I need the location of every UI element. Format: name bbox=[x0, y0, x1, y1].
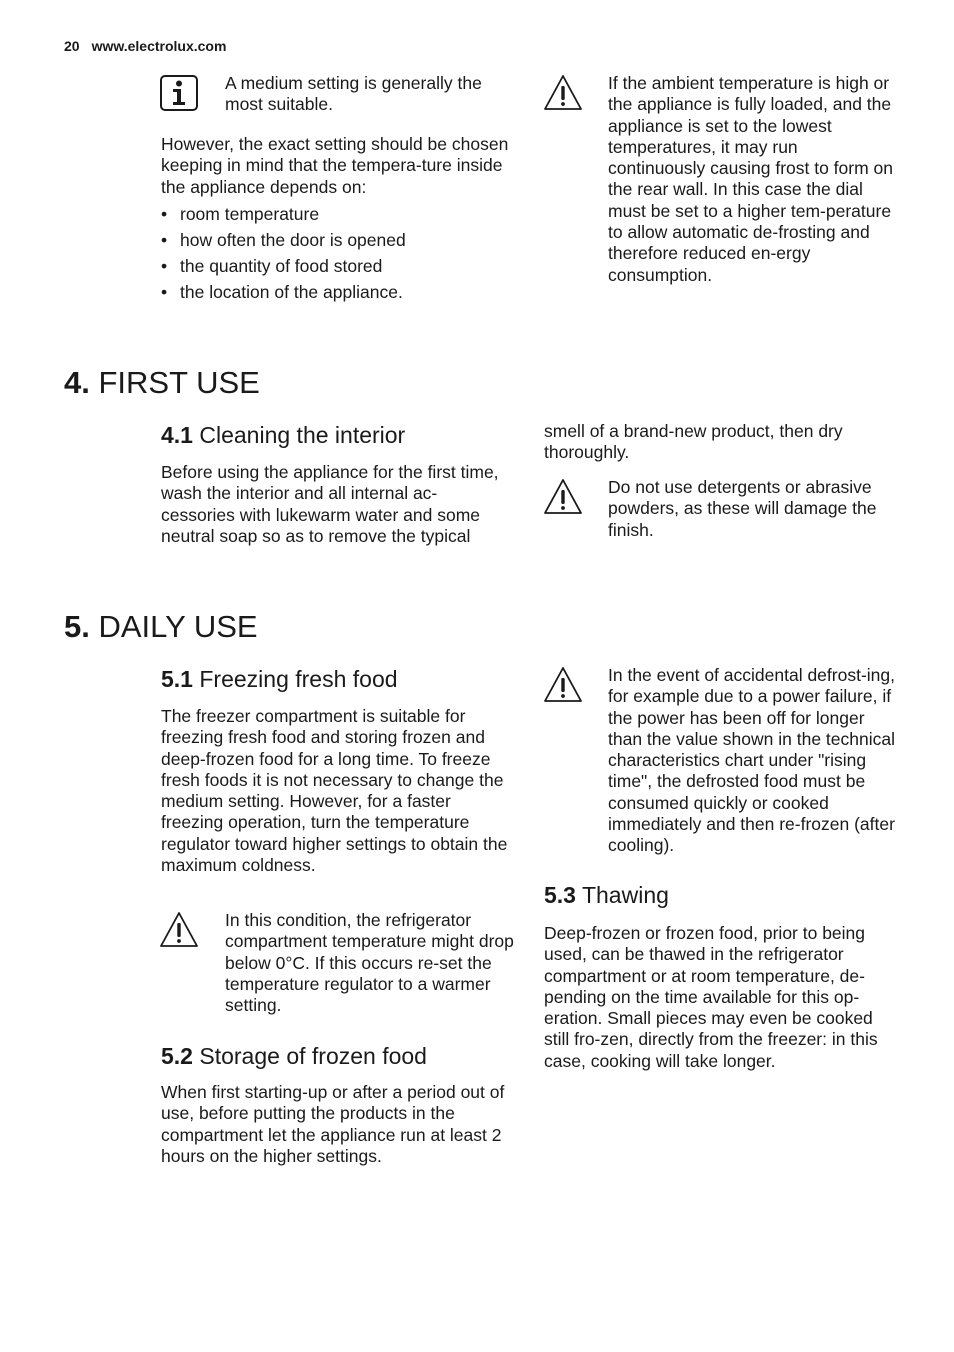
list-item: • the quantity of food stored bbox=[161, 256, 513, 277]
defrost-warning-text: In the event of accidental defrost-ing, for example due to a power failure, if the power has been off for longer than the value shown in the technical characteristics chart under "rising time", the defrosted food must be consumed quickly or cooked immediately and then re-frozen (after cooling). bbox=[608, 665, 895, 856]
list-item: • the location of the appliance. bbox=[161, 282, 513, 303]
section-5-2-heading: 5.2 Storage of frozen food bbox=[161, 1043, 427, 1069]
warning-icon bbox=[159, 910, 199, 950]
info-icon bbox=[159, 73, 199, 113]
thawing-paragraph: Deep-frozen or frozen food, prior to being used, can be thawed in the refrigerator compartment or at room temperature, de-pending on the time available for this op-eration. Small pieces may even be cooked still fro-zen, directly from the freezer: in this case, cooking will take longer. bbox=[544, 923, 878, 1071]
section-5-3-heading: 5.3 Thawing bbox=[544, 882, 669, 908]
warning-icon bbox=[543, 73, 583, 113]
list-item: • how often the door is opened bbox=[161, 230, 513, 251]
warning-icon bbox=[543, 665, 583, 705]
storage-paragraph: When first starting-up or after a period out of use, before putting the products in the compartment let the appliance run at least 2 hours on the higher settings. bbox=[161, 1082, 505, 1166]
info-note-text: A medium setting is generally the most suitable. bbox=[225, 73, 482, 115]
ambient-warning-text: If the ambient temperature is high or the appliance is fully loaded, and the appliance is set to the lowest temperatures, it may run continuously causing frost to form on the rear wall. In this case the dial must be set to a higher tem-perature to allow automatic de-frosting and therefore reduced en-ergy consumption. bbox=[608, 73, 894, 285]
condition-warning-text: In this condition, the refrigerator compartment temperature might drop below 0°C. If this occurs re-set the temperature regulator to a warmer setting. bbox=[225, 910, 514, 1016]
factors-list bbox=[161, 204, 513, 308]
warning-icon bbox=[543, 477, 583, 517]
intro-paragraph: However, the exact setting should be chosen keeping in mind that the tempera-ture inside the appliance depends on: bbox=[161, 134, 509, 197]
page-number: 20 bbox=[64, 38, 80, 54]
cleaning-paragraph-right: smell of a brand-new product, then dry thoroughly. bbox=[544, 421, 843, 463]
list-item: • room temperature bbox=[161, 204, 513, 225]
section-4-heading: 4. FIRST USE bbox=[64, 365, 260, 400]
page-header bbox=[64, 38, 226, 54]
detergent-warning-text: Do not use detergents or abrasive powders, as these will damage the finish. bbox=[608, 477, 877, 540]
section-5-1-heading: 5.1 Freezing fresh food bbox=[161, 666, 398, 692]
cleaning-paragraph-left: Before using the appliance for the first time, wash the interior and all internal ac-cessories with lukewarm water and some neutral soap so as to remove the typical bbox=[161, 462, 499, 546]
website-url: www.electrolux.com bbox=[91, 38, 227, 54]
section-4-1-heading: 4.1 Cleaning the interior bbox=[161, 422, 406, 448]
section-5-heading: 5. DAILY USE bbox=[64, 609, 258, 644]
freezing-paragraph: The freezer compartment is suitable for freezing fresh food and storing frozen and deep-frozen food for a long time. To freeze fresh foods it is not necessary to change the medium setting. However, for a faster freezing operation, turn the temperature regulator toward higher settings to obtain the maximum coldness. bbox=[161, 706, 508, 876]
